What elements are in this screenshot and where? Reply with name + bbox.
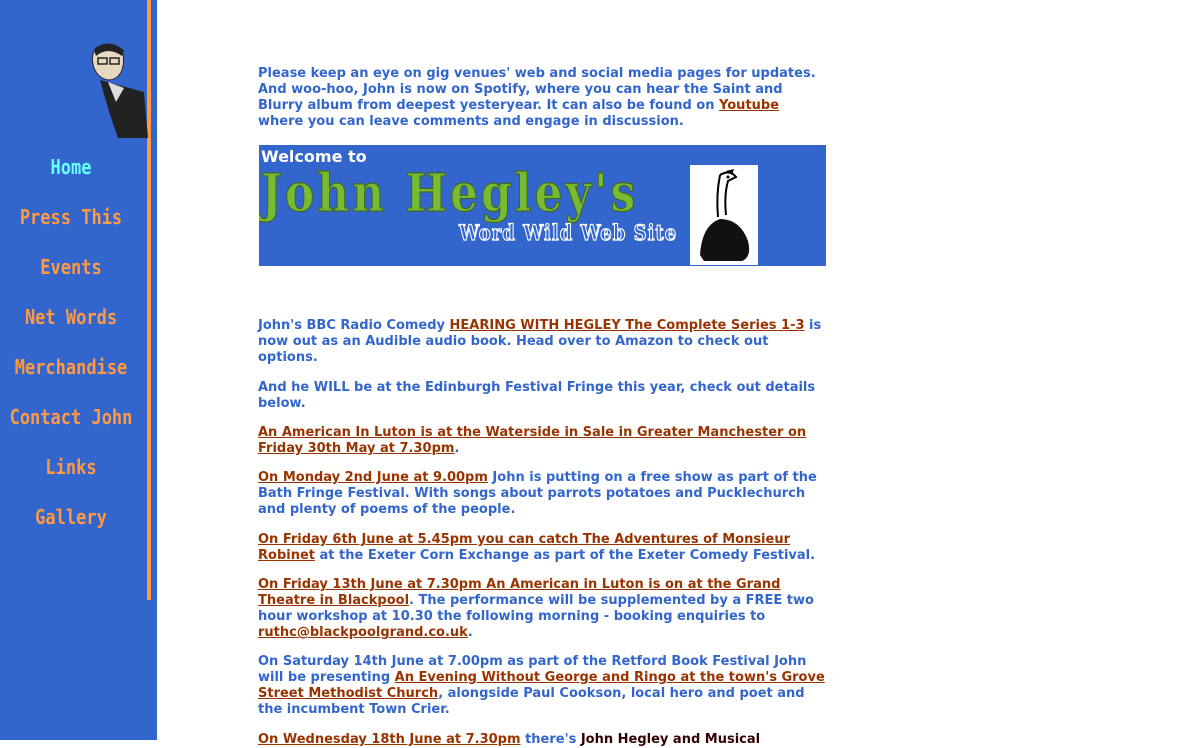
monsieur-robinet-link[interactable]: On Friday 6th June at 5.45pm you can catch The Adventures of Monsieur Robinet	[258, 532, 790, 563]
sale-text-end: .	[454, 441, 460, 456]
nav-contact-john[interactable]: Contact John	[9, 406, 133, 430]
nav-home[interactable]: Home	[50, 156, 92, 180]
bbc-paragraph	[258, 318, 828, 366]
nav-merchandise[interactable]: Merchandise	[14, 356, 128, 380]
wednesday-text: there's	[520, 732, 581, 747]
nav-events[interactable]: Events	[40, 256, 102, 280]
bbc-text-end: is now out as an Audible audio book. Head over to Amazon to check out options.	[258, 318, 822, 365]
youtube-link[interactable]: Youtube	[719, 98, 780, 113]
edinburgh-paragraph: And he WILL be at the Edinburgh Festival Fringe this year, check out details below.	[258, 380, 816, 411]
intro-text: Please keep an eye on gig venues' web and social media pages for updates. And woo-hoo, John is now on Spotify, where you can hear the Saint and Blurry album from deepest yesteryear. It can also be found on	[258, 66, 816, 113]
hearing-with-hegley-link[interactable]: HEARING WITH HEGLEY The Complete Series 1-3	[449, 318, 805, 333]
blackpool-text: . The performance will be supplemented by a FREE two hour workshop at 10.30 the following morning - booking enquiries to	[258, 593, 814, 624]
blackpool-paragraph	[258, 577, 828, 641]
blackpool-link[interactable]: On Friday 13th June at 7.30pm An American in Luton is on at the Grand Theatre in Blackpool	[258, 577, 781, 608]
nav-net-words[interactable]: Net Words	[24, 306, 118, 330]
banner-welcome-text: Welcome to	[261, 147, 367, 166]
banner-title: John Hegley's	[261, 163, 639, 225]
intro-paragraph	[258, 66, 828, 130]
wednesday-paragraph	[258, 732, 828, 748]
nav-links[interactable]: Links	[45, 456, 97, 480]
retford-text: On Saturday 14th June at 7.00pm as part of the Retford Book Festival John will be presenting	[258, 654, 807, 685]
musical-text: John Hegley and Musical	[580, 732, 761, 747]
intro-text-end: where you can leave comments and engage in discussion.	[258, 114, 684, 129]
retford-text-end: , alongside Paul Cookson, local hero and poet and the incumbent Town Crier.	[258, 686, 805, 717]
bath-paragraph	[258, 470, 828, 518]
exeter-paragraph	[258, 532, 828, 564]
sidebar	[0, 0, 157, 740]
blackpool-text-end: .	[467, 625, 473, 640]
nav-gallery[interactable]: Gallery	[35, 506, 107, 530]
wednesday-link[interactable]: On Wednesday 18th June at 7.30pm	[258, 732, 521, 747]
ruthc-email-link[interactable]: ruthc@blackpoolgrand.co.uk	[258, 625, 468, 640]
banner-subtitle: Word Wild Web Site	[459, 220, 678, 247]
main-content	[258, 66, 828, 748]
american-in-luton-sale-link[interactable]: An American In Luton is at the Waterside in Sale in Greater Manchester on Friday 30th May at 7.30pm	[258, 425, 807, 456]
john-portrait-image	[78, 40, 148, 138]
bath-text: John is putting on a free show as part of the Bath Fringe Festival. With songs about parrots potatoes and Pucklechurch and plenty of poems of the people.	[258, 470, 817, 517]
exeter-text: at the Exeter Corn Exchange as part of the Exeter Comedy Festival.	[315, 548, 816, 563]
bbc-text: John's BBC Radio Comedy	[258, 318, 450, 333]
nav-press-this[interactable]: Press This	[19, 206, 123, 230]
sale-paragraph	[258, 425, 828, 457]
bath-fringe-link[interactable]: On Monday 2nd June at 9.00pm	[258, 470, 488, 485]
retford-paragraph	[258, 654, 828, 718]
evening-without-george-link[interactable]: An Evening Without George and Ringo at the town's Grove Street Methodist Church	[258, 670, 825, 701]
